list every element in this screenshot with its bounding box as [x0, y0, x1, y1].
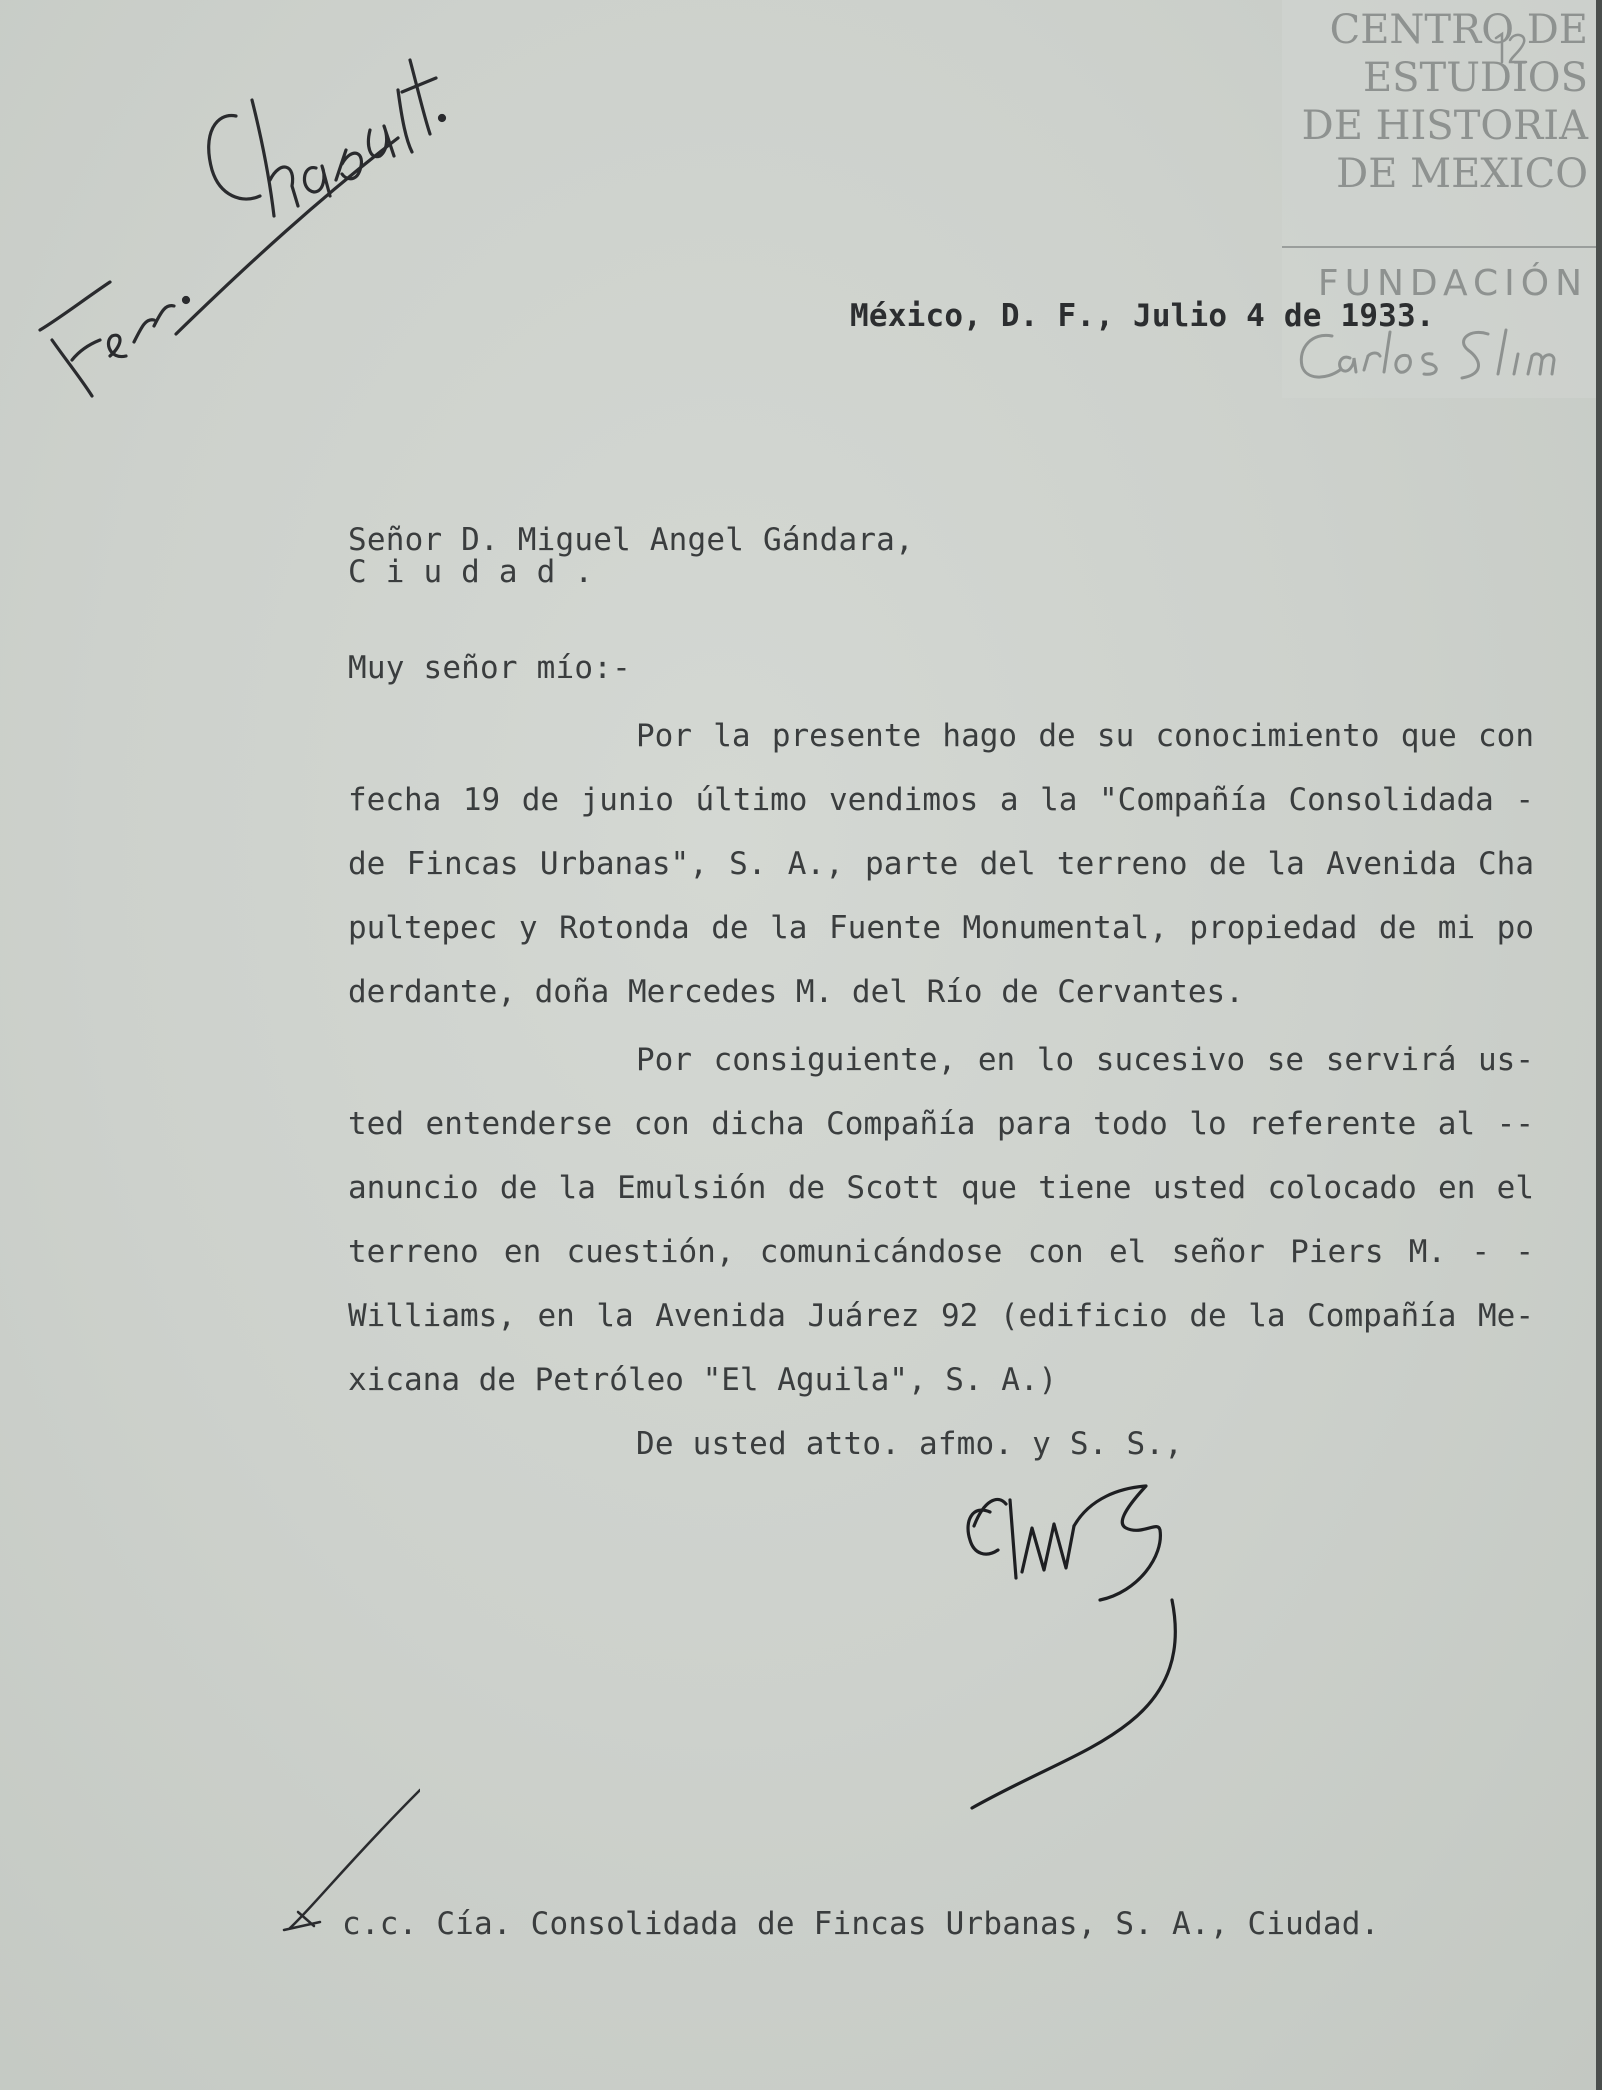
paragraph-line: Williams, en la Avenida Juárez 92 (edificio de la Compañía Me-	[348, 1298, 1534, 1334]
folio-number-mark	[1490, 28, 1530, 68]
paragraph-line: pultepec y Rotonda de la Fuente Monumental, propiedad de mi po	[348, 910, 1534, 946]
stamp-line-4: DE MEXICO	[1336, 151, 1588, 197]
stamp-line-2: ESTUDIOS	[1362, 55, 1588, 101]
recipient-name: Señor D. Miguel Angel Gándara,	[348, 522, 914, 558]
letter-date: México, D. F., Julio 4 de 1933.	[850, 298, 1435, 334]
stamp-line-1: CENTRO DE	[1329, 7, 1588, 53]
paragraph-line: ted entenderse con dicha Compañía para todo lo referente al --	[348, 1106, 1534, 1142]
stamp-divider	[1282, 246, 1602, 248]
archive-stamp	[1282, 0, 1602, 398]
paragraph-line: fecha 19 de junio último vendimos a la "Compañía Consolidada -	[348, 782, 1534, 818]
handwritten-signature	[950, 1460, 1250, 1810]
paragraph-line: derdante, doña Mercedes M. del Río de Cervantes.	[348, 974, 1244, 1010]
handwritten-annotation-ferr-chapult	[30, 0, 450, 420]
paragraph-line: de Fincas Urbanas", S. A., parte del terreno de la Avenida Cha	[348, 846, 1534, 882]
paragraph-line: terreno en cuestión, comunicándose con el señor Piers M. - -	[348, 1234, 1534, 1270]
paragraph-line: xicana de Petróleo "El Aguila", S. A.)	[348, 1362, 1058, 1398]
cc-line: c.c. Cía. Consolidada de Fincas Urbanas, S. A., Ciudad.	[342, 1906, 1380, 1942]
closing: De usted atto. afmo. y S. S.,	[636, 1426, 1184, 1462]
paragraph-line: Por consiguiente, en lo sucesivo se servirá us-	[636, 1042, 1534, 1078]
stamp-line-3: DE HISTORIA	[1301, 103, 1588, 149]
recipient-city: C i u d a d .	[348, 554, 594, 590]
paragraph-line: Por la presente hago de su conocimiento que con	[636, 718, 1534, 754]
stamp-fundacion: FUNDACIÓN	[1317, 263, 1588, 304]
salutation: Muy señor mío:-	[348, 650, 631, 686]
paragraph-line: anuncio de la Emulsión de Scott que tiene usted colocado en el	[348, 1170, 1534, 1206]
